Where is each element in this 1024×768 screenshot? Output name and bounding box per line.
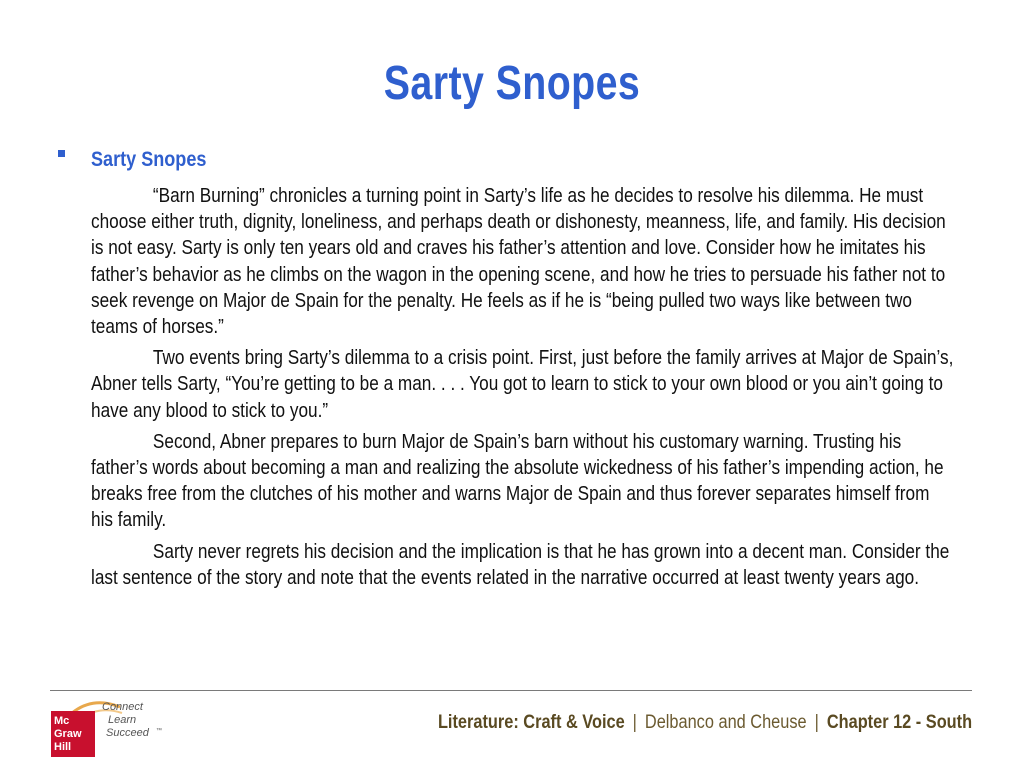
logo-trademark: ™ [156, 728, 162, 734]
mcgraw-hill-logo [50, 697, 190, 757]
logo-tagline-learn: Learn [108, 714, 137, 726]
slide-title: Sarty Snopes [383, 57, 641, 110]
logo-tagline-connect: Connect [102, 701, 143, 713]
footer-citation [438, 712, 972, 734]
logo-tagline-succeed: Succeed [106, 727, 149, 739]
bullet-heading: Sarty Snopes [91, 148, 207, 171]
body-text [91, 183, 955, 596]
logo-text-mc: Mc [54, 715, 70, 727]
footer-book-title: Literature: Craft & Voice [437, 712, 625, 733]
logo-text-graw: Graw [54, 728, 82, 740]
square-bullet-icon [58, 150, 65, 157]
footer-separator: | [632, 712, 637, 733]
footer-divider [50, 690, 972, 691]
paragraph: Second, Abner prepares to burn Major de Spain’s barn without his customary warning. Trusting his father’s words about becoming a man and realizing the absolute wickedness of his father’s impending action, he breaks free from the clutches of his mother and warns Major de Spain and thus forever separates himself from his family. [91, 430, 944, 532]
paragraph: Sarty never regrets his decision and the implication is that he has grown into a decent man. Consider the last sentence of the story and note that the events related in the narrative occurred at least twenty years ago. [91, 540, 950, 589]
paragraph: “Barn Burning” chronicles a turning point in Sarty’s life as he decides to resolve his dilemma. He must choose either truth, dignity, loneliness, and perhaps death or dishonesty, meanness, life, and family. His decision is not easy. Sarty is only ten years old and craves his father’s attention and love. Consider how he imitates his father’s behavior as he climbs on the wagon in the opening scene, and how he tries to persuade his father not to seek revenge on Major de Spain for the penalty. He feels as if he is “being pulled two ways like between two teams of horses.” [91, 185, 946, 339]
footer-separator: | [814, 712, 819, 733]
footer-chapter: Chapter 12 - South [826, 712, 972, 733]
logo-text-hill: Hill [54, 741, 72, 753]
footer-authors: Delbanco and Cheuse [644, 712, 807, 733]
paragraph: Two events bring Sarty’s dilemma to a crisis point. First, just before the family arrives at Major de Spain’s, Abner tells Sarty, “You’re getting to be a man. . . . You got to learn to stick to your own blood or you ain’t going to have any blood to stick to you.” [91, 347, 954, 422]
